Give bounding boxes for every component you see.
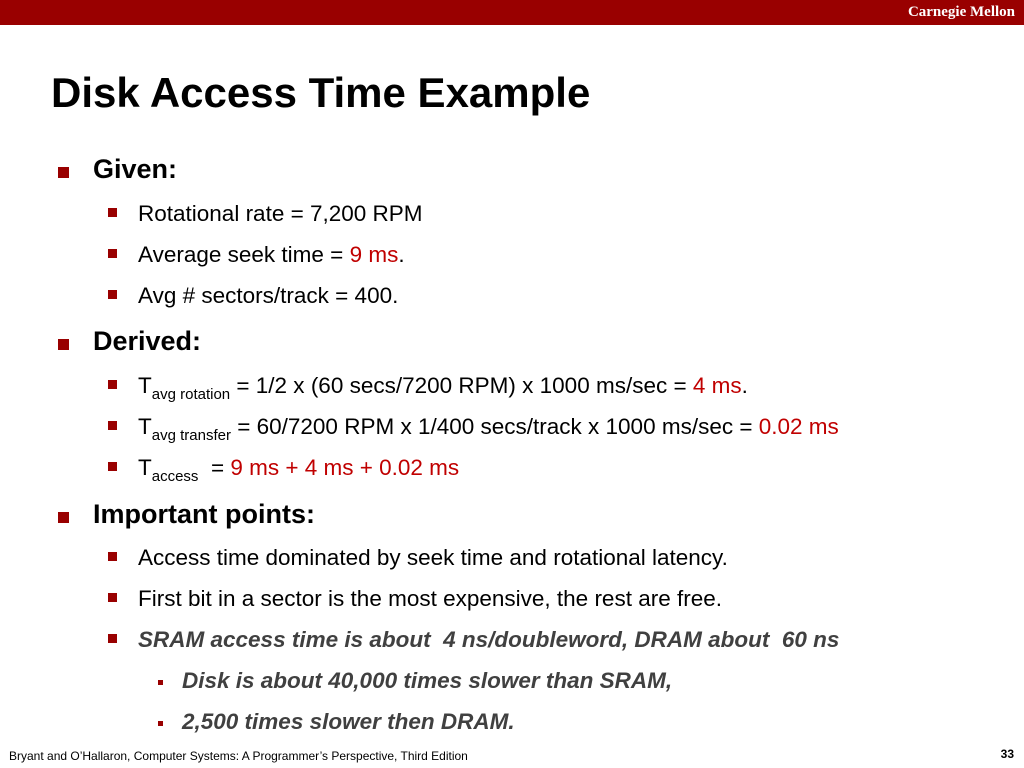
derived-avg-transfer: $T_{avg transfer} = 60/7200$ RPM x 1/400 secs/track x 1000 ms/sec = 0.02 ms — [138, 414, 839, 444]
bullet-square-icon — [108, 290, 117, 299]
bullet-square-icon — [108, 462, 117, 471]
bullet-square-icon — [58, 167, 69, 178]
bullet-square-icon — [108, 552, 117, 561]
given-seek-time: Average seek time = 9 ms. — [138, 242, 405, 267]
bullet-square-icon — [108, 634, 117, 643]
given-sectors: Avg # sectors/track = 400. — [138, 283, 399, 308]
brand-label: Carnegie Mellon — [907, 4, 1015, 20]
bullet-square-icon — [108, 421, 117, 430]
bullet-square-icon — [158, 680, 163, 685]
important-heading: Important points: — [93, 499, 315, 529]
slide-title: Disk Access Time Example — [51, 69, 591, 116]
subpoint-disk-vs-dram: 2,500 times slower then DRAM. — [182, 709, 515, 734]
derived-access: $T_{access} = 9$ ms + 4 ms + 0.02 ms — [138, 455, 460, 485]
given-rotational-rate: Rotational rate = 7,200 RPM — [138, 201, 423, 226]
bullet-square-icon — [108, 593, 117, 602]
page-number: 33 — [1000, 747, 1014, 761]
footer-citation: Bryant and O’Hallaron, Computer Systems: A Programmer’s Perspective, Third Edition — [9, 749, 468, 763]
bullet-square-icon — [158, 721, 163, 726]
derived-heading: Derived: — [93, 326, 202, 356]
given-heading: Given: — [93, 154, 178, 184]
bullet-square-icon — [58, 339, 69, 350]
bullet-square-icon — [108, 208, 117, 217]
important-point-latency: Access time dominated by seek time and rotational latency. — [138, 545, 728, 570]
bullet-square-icon — [108, 249, 117, 258]
bullet-square-icon — [108, 380, 117, 389]
important-point-sram-dram: SRAM access time is about 4 ns/doubleword, DRAM about 60 ns — [138, 627, 840, 652]
subpoint-disk-vs-sram: Disk is about 40,000 times slower than SRAM, — [182, 668, 673, 693]
bullet-square-icon — [58, 512, 69, 523]
important-point-first-bit: First bit in a sector is the most expensive, the rest are free. — [138, 586, 722, 611]
derived-avg-rotation: $T_{avg rotation} = 1/2$ x (60 secs/7200 RPM) x 1000 ms/sec = 4 ms. — [138, 373, 748, 403]
